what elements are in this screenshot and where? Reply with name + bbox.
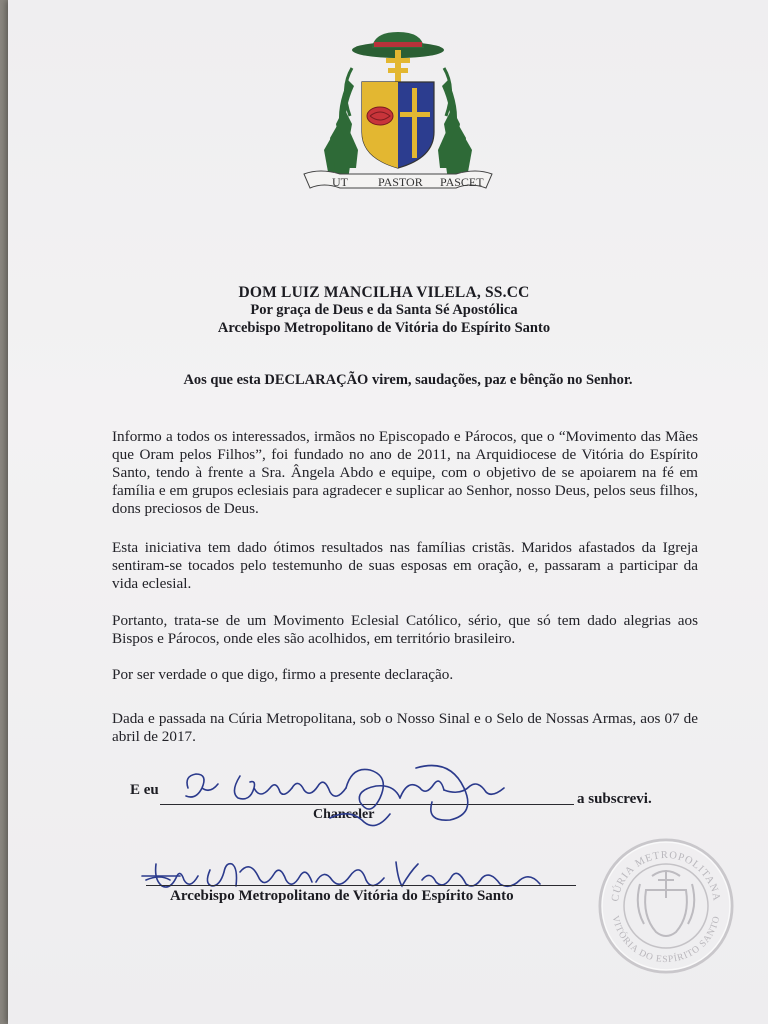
chancellor-title: Chanceler: [313, 807, 375, 822]
paragraph-3: Portanto, trata-se de um Movimento Eclesial Católico, sério, que só tem dado alegrias aos Bispos e Párocos, onde eles são acolhidos, em território brasileiro.: [112, 612, 698, 647]
salutation: Aos que esta DECLARAÇÃO virem, saudações, paz e bênção no Senhor.: [183, 372, 633, 388]
embossed-seal: [596, 836, 736, 976]
seal-text-top: CÚRIA METROPOLITANA: [610, 849, 722, 903]
header-line-2: Por graça de Deus e da Santa Sé Apostólica: [250, 302, 518, 318]
paragraph-5: Dada e passada na Cúria Metropolitana, sob o Nosso Sinal e o Selo de Nossas Armas, aos 07 de abril de 2017.: [112, 710, 698, 745]
chancellor-prefix: E eu: [130, 782, 159, 798]
paragraph-1: Informo a todos os interessados, irmãos no Episcopado e Párocos, que o “Movimento das Mães que Oram pelos Filhos”, foi fundado no ano de 2011, na Arquidiocese de Vitória do Espírito Santo, tendo à frente a Sra. Ângela Abdo e equipe, com o objetivo de se apoiarem na fé em família e em grupos eclesiais para agradecer e suplicar ao Senhor, nosso Deus, pelos seus filhos, dons preciosos de Deus.: [112, 428, 698, 517]
header-line-3: Arcebispo Metropolitano de Vitória do Espírito Santo: [217, 320, 551, 336]
seal-text-bottom: VITÓRIA DO ESPÍRITO SANTO: [609, 914, 723, 966]
archbishop-signature-line: [146, 885, 576, 886]
motto-word-1: UT: [332, 175, 348, 189]
chancellor-suffix: a subscrevi.: [577, 791, 652, 807]
chancellor-handwritten-signature: [180, 758, 520, 838]
archbishop-name: DOM LUIZ MANCILHA VILELA, SS.CC: [238, 284, 530, 301]
paragraph-2: Esta iniciativa tem dado ótimos resultados nas famílias cristãs. Maridos afastados da Igreja sentiram-se tocados pelo testemunho de suas esposas em oração, e, passaram a participar da vida eclesial.: [112, 539, 698, 592]
paragraph-4: Por ser verdade o que digo, firmo a presente declaração.: [112, 666, 454, 683]
motto-word-2: PASTOR: [378, 175, 423, 189]
motto-word-3: PASCET: [440, 175, 484, 189]
coat-of-arms-emblem: [300, 28, 496, 200]
archbishop-title: Arcebispo Metropolitano de Vitória do Espírito Santo: [170, 888, 514, 904]
